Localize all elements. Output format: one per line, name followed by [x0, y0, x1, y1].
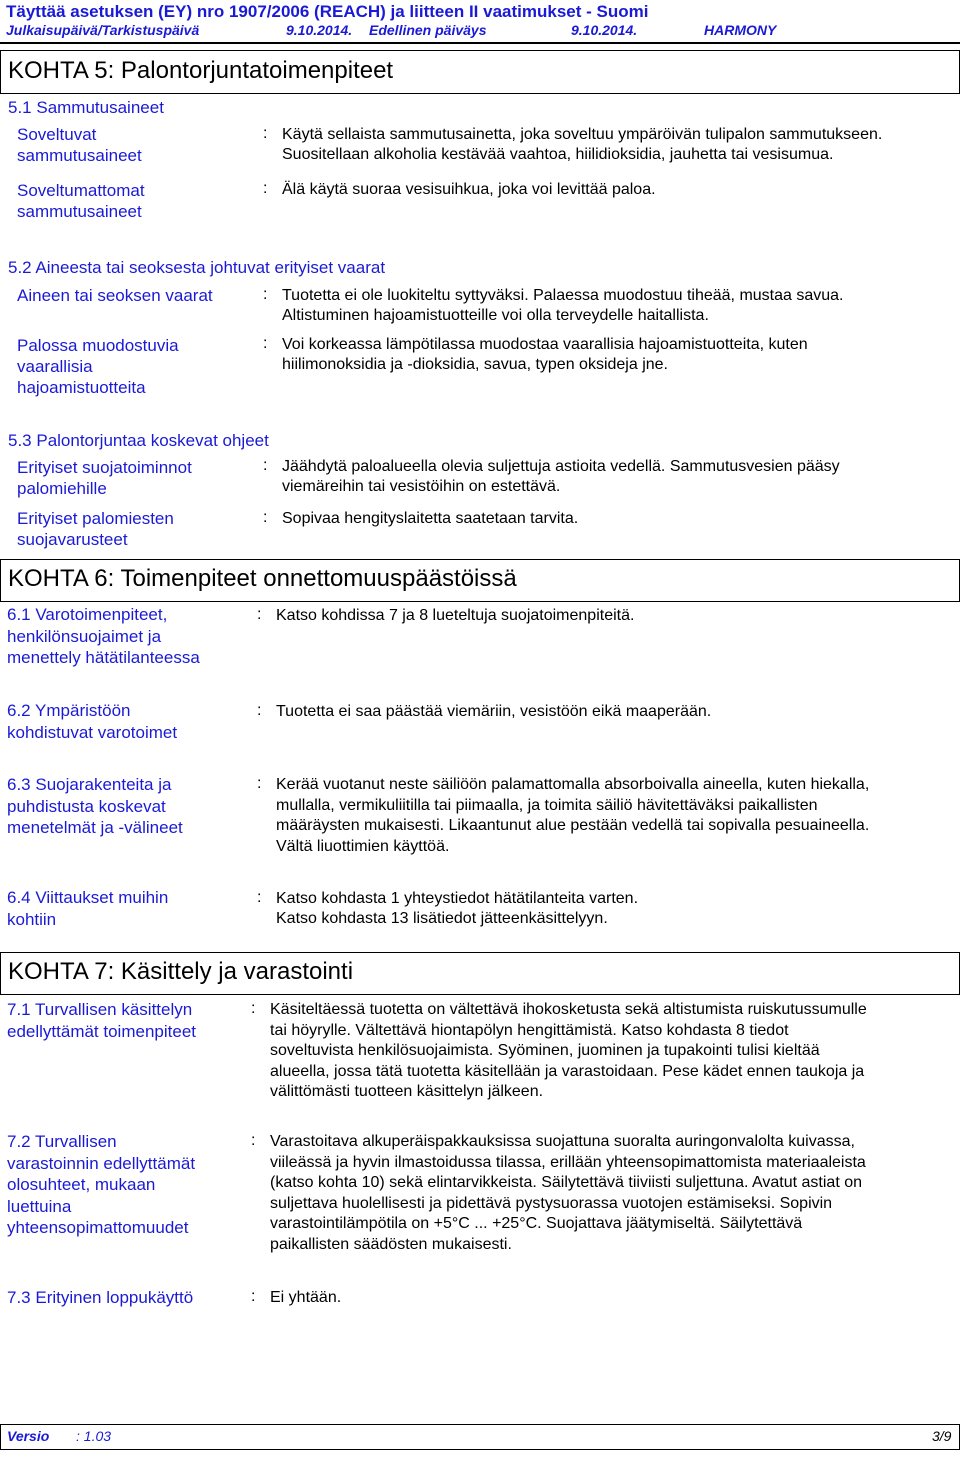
version-label: Versio [7, 1428, 50, 1444]
containment-label: 6.3 Suojarakenteita ja puhdistusta koskevat menetelmät ja -välineet [7, 775, 183, 837]
firefighter-equipment-text: Sopivaa hengityslaitetta saatetaan tarvita. [282, 510, 579, 527]
unsuitable-media-label: Soveltumattomat sammutusaineet [17, 181, 145, 221]
safe-storage-text: Varastoitava alkuperäispakkauksissa suojattuna suoralta auringonvalolta kuivassa, viileässä ja hyvin ilmastoidussa tilassa, erillään yhteensopimattomista materiaaleista (katso kohta 10) sekä elintarvikkeista. Säilytettävä tiiviisti suljettuna. Avatut astiat on suljettava huolellisesti ja pidettävä pystysuorassa vuotojen estämiseksi. Sopivin varastointilämpötila on +5°C ... +25°C. Suojattava jäätymiseltä. Säilytettävä paikallisten säädösten mukaisesti. [270, 1133, 866, 1253]
colon: : [263, 286, 268, 303]
unsuitable-media-text: Älä käytä suoraa vesisuihkua, joka voi levittää paloa. [282, 181, 656, 198]
section-5-title: KOHTA 5: Palontorjuntatoimenpiteet [8, 57, 394, 84]
colon: : [257, 702, 262, 719]
section-7-title: KOHTA 7: Käsittely ja varastointi [8, 958, 354, 985]
previous-date-label: Edellinen päiväys [369, 22, 487, 38]
colon: : [251, 1000, 256, 1017]
references-label: 6.4 Viittaukset muihin kohtiin [7, 888, 169, 929]
decomposition-products-text: Voi korkeassa lämpötilassa muodostaa vaarallisia hajoamistuotteita, kuten hiilimonoksidia ja -dioksidia, savua, typen oksideja jne. [282, 336, 808, 373]
hazards-text: Tuotetta ei ole luokiteltu syttyväksi. Palaessa muodostuu tiheää, mustaa savua. Altistuminen hajoamistuotteille voi olla terveydelle haitallista. [282, 287, 844, 324]
footer-box [0, 1424, 960, 1450]
references-text: Katso kohdasta 1 yhteystiedot hätätilanteita varten. Katso kohdasta 13 lisätiedot jätteenkäsittelyyn. [276, 890, 639, 927]
firefighter-actions-text: Jäähdytä paloalueella olevia suljettuja astioita vedellä. Sammutusvesien pääsy viemäreihin tai vesistöihin on estettävä. [282, 458, 840, 495]
firefighter-equipment-label: Erityiset palomiesten suojavarusteet [17, 509, 174, 549]
precautions-label: 6.1 Varotoimenpiteet, henkilönsuojaimet ja menettely hätätilanteessa [7, 605, 200, 667]
environmental-precautions-label: 6.2 Ympäristöön kohdistuvat varotoimet [7, 701, 178, 742]
previous-date-value: 9.10.2014. [571, 22, 638, 38]
product-name: HARMONY [704, 22, 777, 38]
environmental-precautions-text: Tuotetta ei saa päästää viemäriin, vesistöön eikä maaperään. [276, 703, 712, 720]
safe-handling-text: Käsiteltäessä tuotetta on vältettävä ihokosketusta sekä altistumista ruiskutussumulle tai höyrylle. Vältettävä hiontapölyn hengittämistä. Katso kohdasta 8 tiedot soveltuvista henkilösuojaimista. Syöminen, juominen ja tupakointi tulisi kieltää alueella, jossa tätä tuotetta käsitellään ja varastoidaan. Pese kädet ennen taukoja ja välittömästi tuotteen käsittelyn jälkeen. [270, 1001, 867, 1100]
subsection-5-3-heading: 5.3 Palontorjuntaa koskevat ohjeet [8, 431, 269, 450]
colon: : [251, 1288, 256, 1305]
colon: : [263, 125, 268, 142]
issue-date-label: Julkaisupäivä/Tarkistuspäivä [6, 22, 200, 38]
colon: : [263, 509, 268, 526]
safe-handling-label: 7.1 Turvallisen käsittelyn edellyttämät toimenpiteet [7, 1000, 196, 1041]
colon: : [263, 180, 268, 197]
colon: : [257, 775, 262, 792]
specific-end-use-label: 7.3 Erityinen loppukäyttö [7, 1288, 194, 1307]
safe-storage-label: 7.2 Turvallisen varastoinnin edellyttämät olosuhteet, mukaan luettuina yhteensopimattomuudet [7, 1132, 196, 1237]
section-6-title: KOHTA 6: Toimenpiteet onnettomuuspäästöissä [8, 565, 517, 592]
colon: : [257, 606, 262, 623]
hazards-label: Aineen tai seoksen vaarat [17, 286, 213, 305]
subsection-5-1-heading: 5.1 Sammutusaineet [8, 98, 164, 117]
precautions-text: Katso kohdissa 7 ja 8 lueteltuja suojatoimenpiteitä. [276, 607, 635, 624]
specific-end-use-text: Ei yhtään. [270, 1289, 342, 1306]
firefighter-actions-label: Erityiset suojatoiminnot palomiehille [17, 458, 192, 498]
header-dates [6, 22, 960, 42]
document-title: Täyttää asetuksen (EY) nro 1907/2006 (REACH) ja liitteen II vaatimukset - Suomi [6, 2, 649, 21]
decomposition-products-label: Palossa muodostuvia vaarallisia hajoamistuotteita [17, 336, 179, 397]
colon: : [263, 457, 268, 474]
colon: : [257, 889, 262, 906]
page-number: 3/9 [932, 1428, 952, 1444]
containment-text: Kerää vuotanut neste säiliöön palamattomalla absorboivalla aineella, kuten hiekalla, mullalla, vermikuliitilla tai piimaalla, ja toimita säiliö hävitettäväksi paikallisten määräysten mukaisesti. Likaantunut alue pestään vedellä tai sopivalla pesuaineella. Vältä liuottimien käyttöä. [276, 776, 870, 855]
header-rule [0, 42, 960, 44]
suitable-media-label: Soveltuvat sammutusaineet [17, 125, 142, 165]
subsection-5-2-heading: 5.2 Aineesta tai seoksesta johtuvat erityiset vaarat [8, 258, 386, 277]
suitable-media-text: Käytä sellaista sammutusainetta, joka soveltuu ympäröivän tulipalon sammutukseen. Suositellaan alkoholia kestävää vaahtoa, hiilidioksidia, jauhetta tai vesisumua. [282, 126, 883, 163]
version-value: : 1.03 [76, 1428, 112, 1444]
colon: : [251, 1132, 256, 1149]
colon: : [263, 335, 268, 352]
issue-date-value: 9.10.2014. [286, 22, 353, 38]
